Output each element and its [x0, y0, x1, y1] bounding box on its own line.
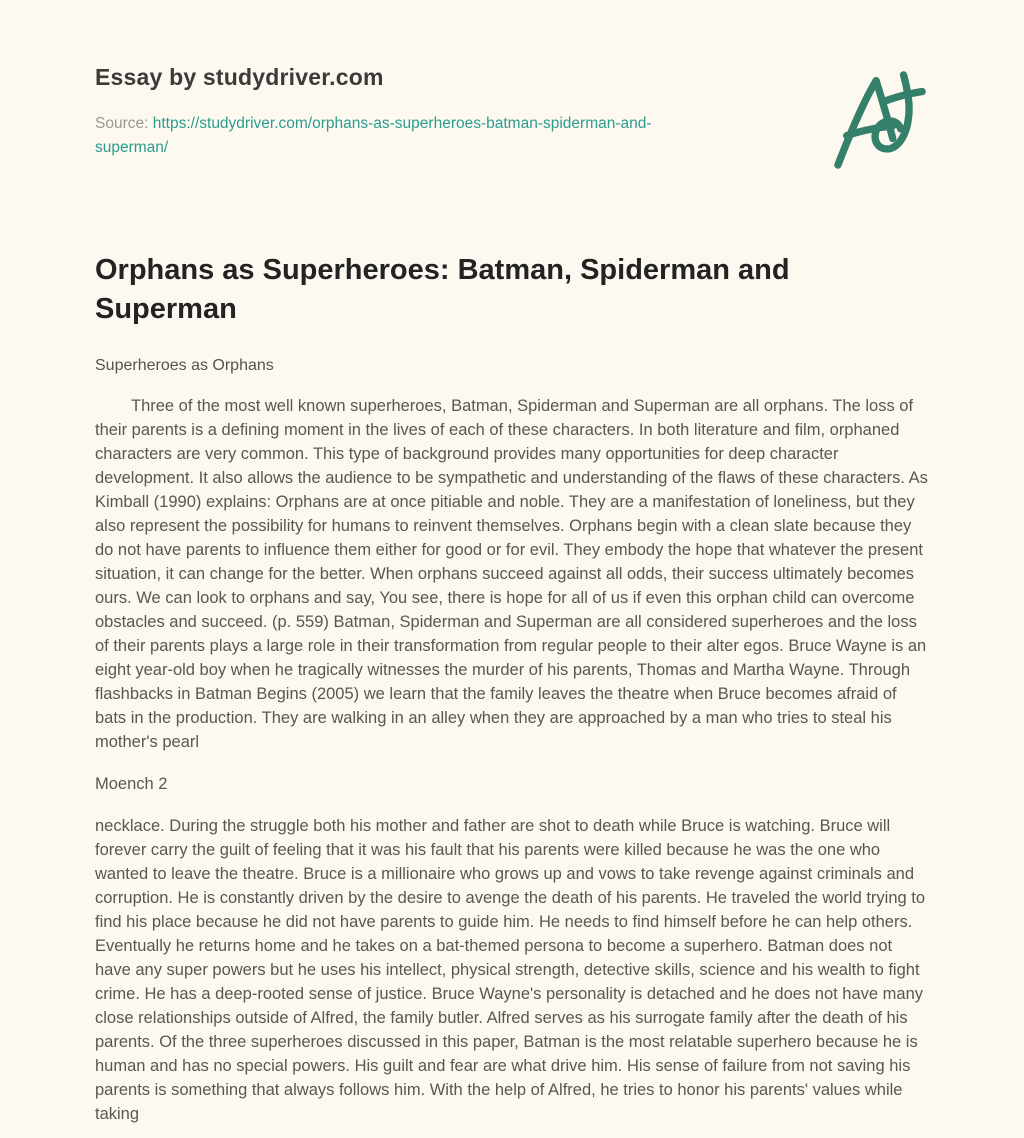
header-text-block	[95, 64, 713, 160]
source-label: Source:	[95, 115, 149, 132]
source-line	[95, 112, 713, 160]
document-title: Orphans as Superheroes: Batman, Spiderman and Superman	[95, 254, 790, 325]
page-number-citation: Moench 2	[95, 775, 168, 793]
document-subtitle: Superheroes as Orphans	[95, 357, 274, 374]
a-plus-logo-icon	[833, 64, 931, 179]
header-title: Essay by studydriver.com	[95, 64, 384, 90]
source-link[interactable]: https://studydriver.com/orphans-as-superheroes-batman-spiderman-and-superman/	[95, 115, 652, 156]
page-header	[95, 64, 929, 179]
essay-paragraph-2: necklace. During the struggle both his mother and father are shot to death while Bruce is watching. Bruce will forever carry the guilt of feeling that it was his fault that his parents were killed because he was the one who wanted to leave the theatre. Bruce is a millionaire who grows up and vows to take revenge against criminals and corruption. He is constantly driven by the desire to avenge the death of his parents. He traveled the world trying to find his place because he did not have parents to guide him. He needs to find himself before he can help others. Eventually he returns home and he takes on a bat-themed persona to become a superhero. Batman does not have any super powers but he uses his intellect, physical strength, detective skills, science and his wealth to fight crime. He has a deep-rooted sense of justice. Bruce Wayne's personality is detached and he does not have many close relationships outside of Alfred, the family butler. Alfred serves as his surrogate family after the death of his parents. Of the three superheroes discussed in this paper, Batman is the most relatable superhero because he is human and has no special powers. His guilt and fear are what drive him. His sense of failure from not saving his parents is something that always follows him. With the help of Alfred, he tries to honor his parents' values while taking	[95, 817, 926, 1123]
essay-paragraph-1: Three of the most well known superheroes, Batman, Spiderman and Superman are all orphans. The loss of their parents is a defining moment in the lives of each of these characters. In both literature and film, orphaned characters are very common. This type of background provides many opportunities for deep character development. It also allows the audience to be sympathetic and understanding of the flaws of these characters. As Kimball (1990) explains: Orphans are at once pitiable and noble. They are a manifestation of loneliness, but they also represent the possibility for humans to reinvent themselves. Orphans begin with a clean slate because they do not have parents to influence them either for good or for evil. They embody the hope that whatever the present situation, it can change for the better. When orphans succeed against all odds, their success ultimately becomes ours. We can look to orphans and say, You see, there is hope for all of us if even this orphan child can overcome obstacles and succeed. (p. 559) Batman, Spiderman and Superman are all considered superheroes and the loss of their parents plays a large role in their transformation from regular people to their alter egos. Bruce Wayne is an eight year-old boy when he tragically witnesses the murder of his parents, Thomas and Martha Wayne. Through flashbacks in Batman Begins (2005) we learn that the family leaves the theatre when Bruce becomes afraid of bats in the production. They are walking in an alley when they are approached by a man who tries to steal his mother's pearl	[95, 397, 928, 751]
